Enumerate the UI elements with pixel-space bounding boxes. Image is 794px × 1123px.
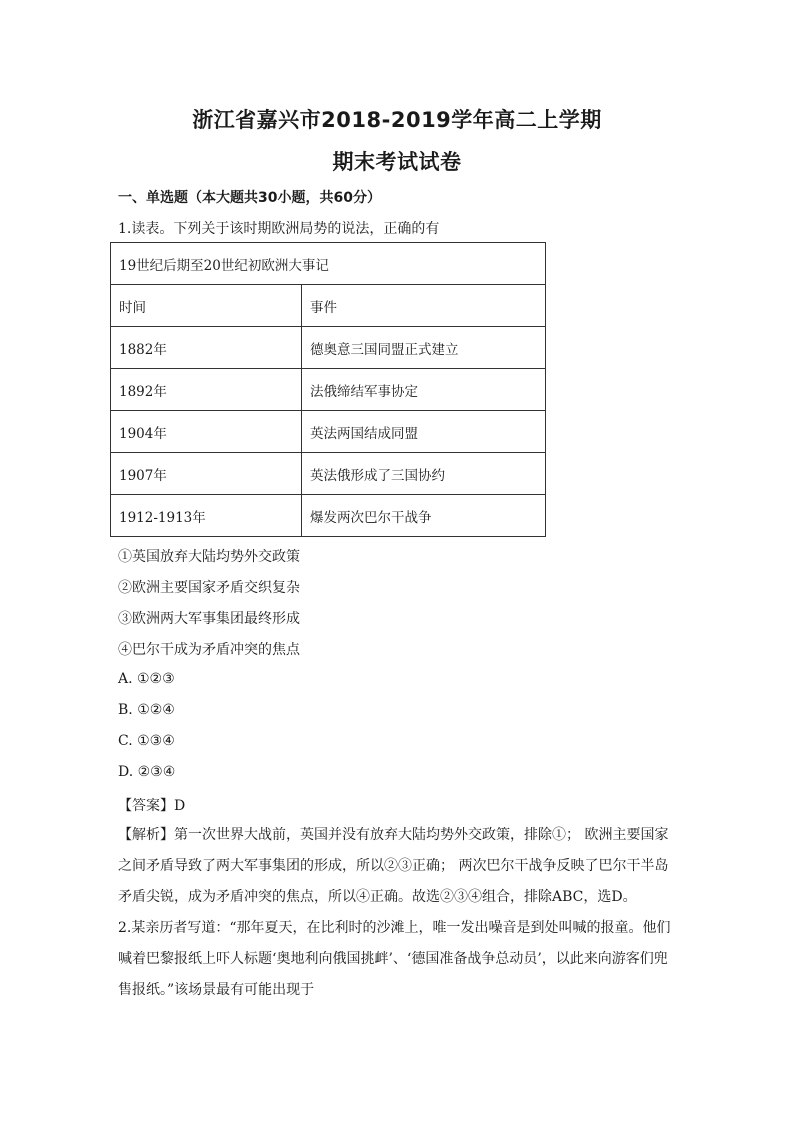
events-table xyxy=(110,242,546,537)
table-cell-event: 英法俄形成了三国协约 xyxy=(302,453,546,495)
table-row xyxy=(111,327,546,369)
statement-3: ③欧洲两大军事集团最终形成 xyxy=(118,611,300,627)
table-row xyxy=(111,495,546,537)
option-d: D. ②③④ xyxy=(118,764,176,780)
table-caption-row xyxy=(111,243,546,285)
question-2-stem: 2.某亲历者写道：“那年夏天，在比利时的沙滩上，唯一发出噪音是到处叫喊的报童。他们喊着巴黎报纸上吓人标题‘奥地利向俄国挑衅’、‘德国准备战争总动员’，以此来向游客们兜售报纸。”该场景最有可能出现于 xyxy=(118,920,671,998)
table-row xyxy=(111,411,546,453)
table-cell-event: 爆发两次巴尔干战争 xyxy=(302,495,546,537)
analysis: 【解析】第一次世界大战前，英国并没有放弃大陆均势外交政策，排除①； 欧洲主要国家之间矛盾导致了两大军事集团的形成，所以②③正确； 两次巴尔干战争反映了巴尔干半岛矛盾尖锐，成为矛盾冲突的焦点，所以④正确。故选②③④组合，排除ABC，选D。 xyxy=(118,827,669,905)
table-cell-time: 1892年 xyxy=(111,369,302,411)
statement-4: ④巴尔干成为矛盾冲突的焦点 xyxy=(118,642,300,658)
table-header-row xyxy=(111,285,546,327)
answer: 【答案】D xyxy=(118,798,186,814)
document-subtitle: 期末考试试卷 xyxy=(332,150,462,174)
table-cell-event: 德奥意三国同盟正式建立 xyxy=(302,327,546,369)
document-title: 浙江省嘉兴市2018-2019学年高二上学期 xyxy=(192,108,602,132)
table-row xyxy=(111,453,546,495)
table-cell-event: 法俄缔结军事协定 xyxy=(302,369,546,411)
section-heading: 一、单选题（本大题共30小题，共60分） xyxy=(118,190,381,206)
table-cell-time: 1904年 xyxy=(111,411,302,453)
table-header-event: 事件 xyxy=(302,285,546,327)
table-cell-event: 英法两国结成同盟 xyxy=(302,411,546,453)
statement-1: ①英国放弃大陆均势外交政策 xyxy=(118,549,300,565)
table-caption: 19世纪后期至20世纪初欧洲大事记 xyxy=(111,243,546,285)
option-c: C. ①③④ xyxy=(118,733,175,749)
table-cell-time: 1912-1913年 xyxy=(111,495,302,537)
table-cell-time: 1882年 xyxy=(111,327,302,369)
option-a: A. ①②③ xyxy=(118,671,175,687)
statement-2: ②欧洲主要国家矛盾交织复杂 xyxy=(118,580,300,596)
table-row xyxy=(111,369,546,411)
option-b: B. ①②④ xyxy=(118,702,175,718)
question-1-stem: 1.读表。下列关于该时期欧洲局势的说法，正确的有 xyxy=(118,221,440,237)
table-header-time: 时间 xyxy=(111,285,302,327)
table-cell-time: 1907年 xyxy=(111,453,302,495)
